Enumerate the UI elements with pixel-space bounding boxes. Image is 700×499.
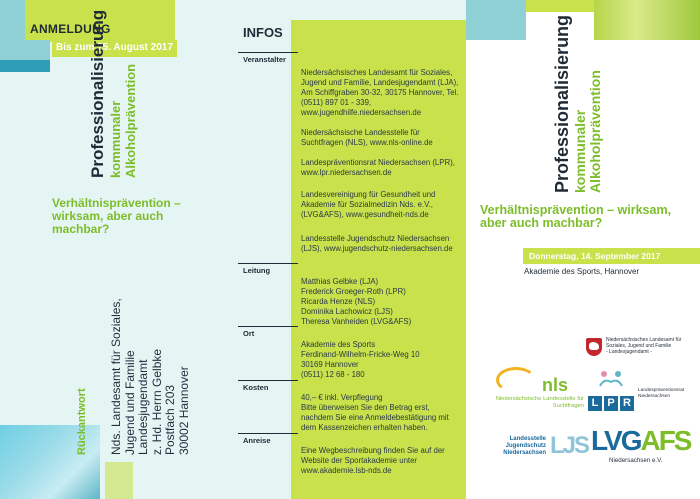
logo-wordmark: nls [542,375,569,395]
organizer-block: Landesstelle Jugendschutz Niedersachsen (LJS), www.jugendschutz-niedersachsen.de [301,234,453,253]
registration-panel [0,0,233,499]
address-line: z. Hd. Herrn Gelbke [149,348,164,455]
cover-panel [466,0,700,499]
logo-letter: P [604,396,618,411]
event-question: Verhältnisprävention – wirksam, aber auch machbar? [52,196,181,236]
section-label-ort: Ort [243,329,255,338]
organizer-block: Niedersächsische Landesstelle für Suchtfragen (NLS), www.nls-online.de [301,128,433,147]
travel-block: Eine Wegbeschreibung finden Sie auf der Website der Sportakademie unter www.akademie.lsb-nds.de [301,446,445,475]
section-divider [238,52,298,53]
logo-wordmark: LVG [591,425,641,456]
organizer-block: Landespräventionsrat Niedersachsen (LPR), www.lpr.niedersachsen.de [301,158,455,177]
brand-line: kommunaler [108,100,123,178]
brand-line: Professionalisierung [552,14,572,193]
brand-line: Alkoholprävention [123,63,138,178]
event-venue: Akademie des Sports, Hannover [524,267,640,276]
logo-text: Landesstelle Jugendschutz Niedersachsen [503,436,546,456]
arc-icon [496,367,536,393]
logo-text: Niedersächsisches Landesamt für Soziales, Jugend und Familie [606,337,682,349]
figures-icon [598,370,624,388]
decor-block [0,40,50,62]
location-block: Akademie des Sports Ferdinand-Wilhelm-Fricke-Weg 10 30169 Hannover (0511) 12 68 - 180 [301,340,420,379]
section-label-anreise: Anreise [243,436,271,445]
lvg-logo [591,425,699,469]
lpr-logo [588,370,696,415]
ministry-logo [586,336,698,360]
address-line: Jugend und Familie [122,350,137,455]
section-divider [238,380,298,381]
reply-address [110,298,191,455]
reply-label: Rückantwort [76,388,88,455]
organizer-block: Landesvereinigung für Gesundheit und Akademie für Sozialmedizin Nds. e.V., (LVG&AFS), www.gesundheit-nds.de [301,190,436,219]
organizer-block: Niedersächsisches Landesamt für Soziales, Jugend und Familie, Landesjugendamt (LJA), Am Schiffgraben 30-32, 30175 Hannover, Tel. (0511) 897 01 - 339, www.jugendhilfe.niedersachsen.de [301,68,459,117]
info-title: INFOS [243,25,283,40]
logo-wordmark: AFS [640,425,691,456]
registration-title: ANMELDUNG [30,22,111,36]
brand-title-vertical [552,15,603,193]
event-date: Donnerstag, 14. September 2017 [523,248,700,264]
address-line: 30002 Hannover [176,366,191,455]
logo-text: - Landesjugendamt - [606,349,652,355]
cost-block: 40,– € inkl. Verpflegung Bitte überweisen Sie den Betrag erst, nachdem Sie eine Anmeldebestätigung mit dem Kassenzeichen erhalten haben. [301,393,449,432]
decor-block [0,60,50,72]
logo-text: Landespräventionsrat Niedersachsen [638,388,685,399]
decor-block [466,0,526,40]
decor-block [105,462,133,499]
horse-icon [589,342,599,350]
logo-text: Niedersachsen e.V. [609,457,663,464]
section-label-kosten: Kosten [243,383,269,392]
brand-line: kommunaler [572,109,588,193]
decor-block [0,0,25,40]
section-divider [238,263,298,264]
section-label-veranstalter: Veranstalter [243,55,286,64]
nls-logo [494,365,584,415]
address-line: Landesjugendamt [136,359,150,455]
logo-text: Niedersächsische Landesstelle für Suchtfragen [495,396,584,409]
logo-letter: L [588,396,602,411]
address-line: Postfach 203 [163,384,177,455]
info-panel [233,0,466,499]
registration-deadline: Bis zum 25. August 2017 [52,40,177,57]
brand-line: Alkoholprävention [587,70,603,193]
logo-wordmark: LJS [550,432,589,459]
section-divider [238,433,298,434]
section-divider [238,326,298,327]
address-line: Nds. Landesamt für Soziales, [109,298,123,455]
leadership-block: Matthias Gelbke (LJA) Frederick Groeger-Roth (LPR) Ricarda Henze (NLS) Dominika Lachowicz (LJS) Theresa Vanheiden (LVG&AFS) [301,277,412,326]
cover-question: Verhältnisprävention – wirksam, aber auch machbar? [480,203,672,230]
brand-title-vertical [88,10,138,178]
brand-line: Professionalisierung [88,9,107,178]
logo-letter: R [620,396,634,411]
section-label-leitung: Leitung [243,266,271,275]
decor-photo [594,0,700,40]
ljs-logo [496,428,589,468]
